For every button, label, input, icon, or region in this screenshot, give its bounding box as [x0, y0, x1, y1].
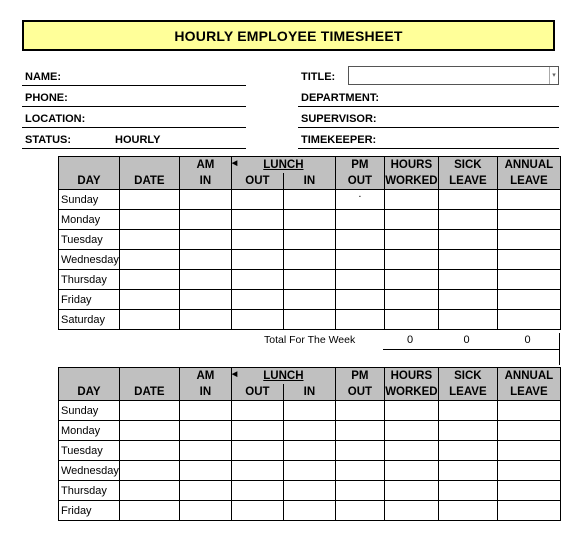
- lunch-in-cell[interactable]: [283, 401, 335, 421]
- date-header: DATE: [119, 384, 179, 401]
- day-header: DAY: [59, 173, 120, 190]
- sick-cell[interactable]: [438, 401, 497, 421]
- am-in-cell[interactable]: [179, 401, 231, 421]
- lunch-in-cell[interactable]: [283, 501, 335, 521]
- am-in-cell[interactable]: [179, 210, 231, 230]
- total-sick: 0: [463, 334, 470, 346]
- pm-out-cell[interactable]: [335, 210, 384, 230]
- day-cell: Monday: [59, 421, 120, 441]
- phone-field[interactable]: [22, 87, 246, 107]
- name-label: NAME:: [25, 71, 62, 83]
- lunch-in-cell[interactable]: [283, 421, 335, 441]
- annual-cell[interactable]: [497, 421, 560, 441]
- annual-cell[interactable]: [497, 270, 560, 290]
- comment-marker-icon: ◀: [231, 160, 238, 167]
- sick-leave-header: LEAVE: [438, 173, 497, 190]
- table-row: [59, 401, 561, 421]
- location-line: [22, 127, 246, 128]
- sick-cell[interactable]: [438, 501, 497, 521]
- sick-cell[interactable]: [438, 290, 497, 310]
- pm-out-cell[interactable]: [335, 501, 384, 521]
- sick-cell[interactable]: [438, 210, 497, 230]
- timekeeper-label: TIMEKEEPER:: [301, 134, 377, 146]
- annual-leave-header: LEAVE: [497, 384, 560, 401]
- day-cell: Tuesday: [59, 441, 120, 461]
- total-annual: 0: [524, 334, 531, 346]
- hours-cell[interactable]: [384, 230, 438, 250]
- timesheet-title: HOURLY EMPLOYEE TIMESHEET: [22, 20, 555, 51]
- lunch-in-cell[interactable]: [283, 461, 335, 481]
- timekeeper-field[interactable]: [298, 129, 559, 149]
- table-row: [59, 230, 561, 250]
- table-row: [59, 461, 561, 481]
- lunch-out-header: OUT: [231, 173, 283, 190]
- pm-out-cell[interactable]: [335, 401, 384, 421]
- status-field[interactable]: [22, 129, 246, 149]
- day-cell: Friday: [59, 290, 120, 310]
- day-header-top: [59, 157, 120, 174]
- lunch-header: [231, 157, 335, 174]
- lunch-in-cell[interactable]: [283, 481, 335, 501]
- annual-cell[interactable]: [497, 441, 560, 461]
- day-cell: Monday: [59, 210, 120, 230]
- hours-header: HOURS: [384, 157, 438, 174]
- day-cell: Saturday: [59, 310, 120, 330]
- am-in-header: IN: [179, 384, 231, 401]
- sick-cell[interactable]: [438, 481, 497, 501]
- lunch-header: [231, 368, 335, 385]
- dropdown-arrow-icon[interactable]: ▾: [549, 67, 558, 84]
- total-edge: [559, 333, 560, 365]
- lunch-out-cell[interactable]: [231, 461, 283, 481]
- lunch-header-label: LUNCH: [263, 370, 304, 382]
- pm-out-cell[interactable]: [335, 421, 384, 441]
- hours-cell[interactable]: [384, 190, 438, 210]
- annual-cell[interactable]: [497, 310, 560, 330]
- sick-header: SICK: [438, 157, 497, 174]
- day-cell: Sunday: [59, 401, 120, 421]
- lunch-in-header: IN: [283, 384, 335, 401]
- am-in-header: IN: [179, 173, 231, 190]
- total-label: Total For The Week: [264, 334, 356, 346]
- am-header: AM: [179, 368, 231, 385]
- day-cell: Wednesday: [59, 461, 120, 481]
- phone-label: PHONE:: [25, 92, 68, 104]
- lunch-out-cell[interactable]: [231, 310, 283, 330]
- am-in-cell[interactable]: [179, 441, 231, 461]
- annual-cell[interactable]: [497, 481, 560, 501]
- annual-cell[interactable]: [497, 210, 560, 230]
- annual-cell[interactable]: [497, 461, 560, 481]
- comment-marker-icon: ◀: [231, 371, 238, 378]
- am-header: AM: [179, 157, 231, 174]
- sick-cell[interactable]: [438, 441, 497, 461]
- lunch-out-cell[interactable]: [231, 290, 283, 310]
- sick-cell[interactable]: [438, 250, 497, 270]
- am-in-cell[interactable]: [179, 461, 231, 481]
- date-header-top: [119, 157, 179, 174]
- hours-cell[interactable]: [384, 401, 438, 421]
- pm-header: PM: [335, 368, 384, 385]
- phone-line: [22, 106, 246, 107]
- pm-out-cell[interactable]: [335, 270, 384, 290]
- status-value: HOURLY: [115, 134, 161, 146]
- am-in-cell[interactable]: [179, 230, 231, 250]
- week2-table: [58, 367, 561, 521]
- sick-header: SICK: [438, 368, 497, 385]
- week1-total-row: [58, 333, 560, 349]
- lunch-in-cell[interactable]: [283, 290, 335, 310]
- total-underline: [383, 349, 560, 350]
- timekeeper-line: [298, 148, 559, 149]
- lunch-out-cell[interactable]: [231, 230, 283, 250]
- hours-header: HOURS: [384, 368, 438, 385]
- lunch-out-cell[interactable]: [231, 401, 283, 421]
- pm-out-cell[interactable]: [335, 310, 384, 330]
- day-cell: Friday: [59, 501, 120, 521]
- date-cell[interactable]: [119, 250, 179, 270]
- sick-cell[interactable]: [438, 421, 497, 441]
- annual-cell[interactable]: [497, 290, 560, 310]
- table-row: [59, 210, 561, 230]
- department-line: [298, 106, 559, 107]
- pm-out-cell[interactable]: [335, 290, 384, 310]
- total-hours: 0: [406, 334, 414, 346]
- lunch-in-cell[interactable]: [283, 441, 335, 461]
- am-in-cell[interactable]: [179, 290, 231, 310]
- hours-cell[interactable]: [384, 461, 438, 481]
- title-field: [298, 66, 348, 86]
- pm-out-cell[interactable]: [335, 230, 384, 250]
- annual-cell[interactable]: [497, 230, 560, 250]
- date-header-top: [119, 368, 179, 385]
- supervisor-field[interactable]: [298, 108, 559, 128]
- day-cell: Tuesday: [59, 230, 120, 250]
- week1-table: [58, 156, 561, 330]
- annual-leave-header: LEAVE: [497, 173, 560, 190]
- date-cell[interactable]: [119, 270, 179, 290]
- date-cell[interactable]: [119, 401, 179, 421]
- annual-header: ANNUAL: [497, 157, 560, 174]
- table-row: [59, 290, 561, 310]
- pm-out-cell[interactable]: [335, 461, 384, 481]
- hours-cell[interactable]: [384, 310, 438, 330]
- hours-cell[interactable]: [384, 441, 438, 461]
- table-row: [59, 250, 561, 270]
- table-row: [59, 270, 561, 290]
- table-row: [59, 310, 561, 330]
- pm-out-header: OUT: [335, 173, 384, 190]
- title-label: TITLE:: [301, 71, 336, 83]
- table-row: [59, 421, 561, 441]
- day-cell: Sunday: [59, 190, 120, 210]
- annual-header: ANNUAL: [497, 368, 560, 385]
- title-dropdown[interactable]: [348, 66, 559, 85]
- sick-cell[interactable]: [438, 230, 497, 250]
- pm-out-header: OUT: [335, 384, 384, 401]
- am-in-cell[interactable]: [179, 481, 231, 501]
- day-header-top: [59, 368, 120, 385]
- status-label: STATUS:: [25, 134, 72, 146]
- hours-cell[interactable]: [384, 250, 438, 270]
- sick-cell[interactable]: [438, 461, 497, 481]
- lunch-in-header: IN: [283, 173, 335, 190]
- lunch-out-cell[interactable]: [231, 501, 283, 521]
- date-cell[interactable]: [119, 190, 179, 210]
- table-row: [59, 441, 561, 461]
- date-cell[interactable]: [119, 481, 179, 501]
- name-line: [22, 85, 246, 86]
- date-cell[interactable]: [119, 290, 179, 310]
- lunch-out-cell[interactable]: [231, 421, 283, 441]
- location-field[interactable]: [22, 108, 246, 128]
- date-cell[interactable]: [119, 461, 179, 481]
- sick-cell[interactable]: [438, 310, 497, 330]
- lunch-out-cell[interactable]: [231, 441, 283, 461]
- annual-cell[interactable]: [497, 501, 560, 521]
- table-row: [59, 501, 561, 521]
- lunch-out-cell[interactable]: [231, 481, 283, 501]
- lunch-in-cell[interactable]: [283, 210, 335, 230]
- am-in-cell[interactable]: [179, 250, 231, 270]
- lunch-out-cell[interactable]: [231, 210, 283, 230]
- sick-leave-header: LEAVE: [438, 384, 497, 401]
- name-field[interactable]: [22, 66, 246, 86]
- date-cell[interactable]: [119, 310, 179, 330]
- supervisor-label: SUPERVISOR:: [301, 113, 377, 125]
- department-label: DEPARTMENT:: [301, 92, 380, 104]
- hours-worked-header: WORKED: [384, 384, 438, 401]
- location-label: LOCATION:: [25, 113, 86, 125]
- lunch-out-cell[interactable]: [231, 270, 283, 290]
- day-cell: Thursday: [59, 270, 120, 290]
- lunch-in-cell[interactable]: [283, 270, 335, 290]
- am-in-cell[interactable]: [179, 190, 231, 210]
- hours-cell[interactable]: [384, 210, 438, 230]
- pm-out-cell[interactable]: [335, 441, 384, 461]
- day-cell: Thursday: [59, 481, 120, 501]
- lunch-out-cell[interactable]: [231, 250, 283, 270]
- day-header: DAY: [59, 384, 120, 401]
- pm-out-cell[interactable]: [335, 250, 384, 270]
- lunch-in-cell[interactable]: [283, 230, 335, 250]
- pm-header: PM: [335, 157, 384, 174]
- annual-cell[interactable]: [497, 250, 560, 270]
- date-cell[interactable]: [119, 501, 179, 521]
- annual-cell[interactable]: [497, 190, 560, 210]
- status-line: [22, 148, 246, 149]
- date-cell[interactable]: [119, 210, 179, 230]
- am-in-cell[interactable]: [179, 501, 231, 521]
- hours-cell[interactable]: [384, 290, 438, 310]
- lunch-in-cell[interactable]: [283, 250, 335, 270]
- date-cell[interactable]: [119, 421, 179, 441]
- annual-cell[interactable]: [497, 401, 560, 421]
- supervisor-line: [298, 127, 559, 128]
- date-header: DATE: [119, 173, 179, 190]
- sick-cell[interactable]: [438, 270, 497, 290]
- lunch-in-cell[interactable]: [283, 310, 335, 330]
- lunch-in-cell[interactable]: [283, 190, 335, 210]
- table-row: [59, 190, 561, 210]
- am-in-cell[interactable]: [179, 270, 231, 290]
- lunch-out-header: OUT: [231, 384, 283, 401]
- hours-cell[interactable]: [384, 421, 438, 441]
- hours-cell[interactable]: [384, 481, 438, 501]
- lunch-header-label: LUNCH: [263, 159, 304, 171]
- day-cell: Wednesday: [59, 250, 120, 270]
- date-cell[interactable]: [119, 441, 179, 461]
- pm-out-cell[interactable]: [335, 481, 384, 501]
- am-in-cell[interactable]: [179, 310, 231, 330]
- lunch-out-cell[interactable]: [231, 190, 283, 210]
- pm-out-cell[interactable]: .: [335, 190, 384, 210]
- sick-cell[interactable]: [438, 190, 497, 210]
- hours-cell[interactable]: [384, 270, 438, 290]
- department-field[interactable]: [298, 87, 559, 107]
- table-row: [59, 481, 561, 501]
- am-in-cell[interactable]: [179, 421, 231, 441]
- hours-worked-header: WORKED: [384, 173, 438, 190]
- date-cell[interactable]: [119, 230, 179, 250]
- hours-cell[interactable]: [384, 501, 438, 521]
